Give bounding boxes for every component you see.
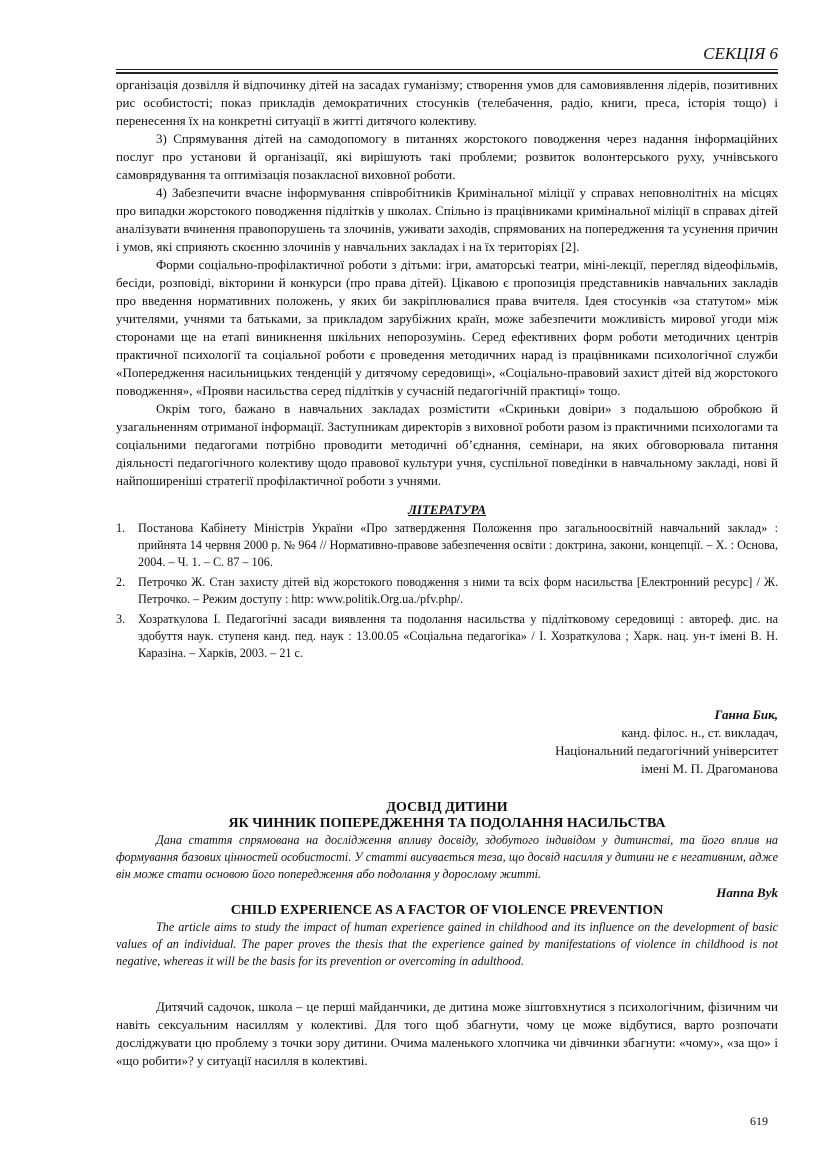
page-number: 619 [750, 1114, 768, 1128]
author-block [116, 706, 778, 778]
page-content [116, 76, 778, 1070]
article-body: Дитячий садочок, школа – це перші майданчики, де дитина може зіштовхнутися з психологічним, фізичним чи навіть сексуальним насиллям у колективі. Для того щоб збагнути, чому це може відбутися, варто розпочати досліджувати цю проблему з точки зору дитини. Очима маленького хлопчика чи дівчинки збагнути: «чому», «за що» і «що робити»? у ситуації насилля в колективі. [116, 999, 778, 1068]
author-name: Ганна Бик, [714, 707, 778, 722]
author-name-en: Hanna Byk [716, 885, 778, 900]
abstract-en: The article aims to study the impact of human experience gained in childhood and its influence on the development of basic values of an individual. The paper proves the thesis that the experience gained by manifestations of violence in childhood is not negative, whereas it will be the basis for its prevention or overcoming in adulthood. [116, 920, 778, 968]
article-title [116, 800, 778, 832]
article-title-en: CHILD EXPERIENCE AS A FACTOR OF VIOLENCE PREVENTION [230, 903, 664, 918]
paragraph-4: Форми соціально-профілактичної роботи з дітьми: ігри, аматорські театри, міні-лекції, перегляд відеофільмів, бесіди, розповіді, вікторини й конкурси (про права дітей). Цікавою є пропозиція представників навчальних закладів про введення нормативних положень, у яких би закріплювалися права вчителя. Ідея стосунків «за статутом» між учителями, учнями та батьками, за прикладом зарубіжних країн, може забезпечити можливість мирової угоди між сторонами ще на етапі виникнення шкільних непорозумінь. Серед ефективних форм роботи методичних центрів практичної психології та соціальної роботи є проведення методичних нарад із працівниками психологічної служби «Попередження насильницьких тенденцій у дитячому середовищі», «Соціально-правовий захист дітей від жорстокого поводження», «Прояви насильства серед підлітків у сучасній педагогічній практиці» тощо. [116, 257, 778, 398]
author-position: канд. філос. н., ст. викладач, [621, 725, 778, 740]
reference-2 [116, 574, 778, 608]
paragraph-2: 3) Спрямування дітей на самодопомогу в питаннях жорстокого поводження через надання інформаційних послуг про установи й організації, які вирішують такі проблеми; розвиток волонтерського руху, учнівського самоврядування та оптимізація позакласної виховної роботи. [116, 131, 778, 182]
paragraph-3: 4) Забезпечити вчасне інформування співробітників Кримінальної міліції у справах неповнолітніх на місцях про випадки жорстокого поводження підлітків у школах. Спільно із працівниками кримінальної міліції в справах дітей аналізувати вчинення правопорушень та злочинів, уживати заходів, спрямованих на попередження та усунення причин і умов, які сприяють скоєнню злочинів у навчальних закладах і на їх територіях [2]. [116, 185, 778, 254]
header-rule-thick [116, 72, 778, 74]
reference-number: 2. [116, 575, 126, 589]
header-rule-thin [116, 69, 778, 70]
article-title-line-1: ДОСВІД ДИТИНИ [386, 800, 508, 815]
abstract-uk: Дана стаття спрямована на дослідження впливу досвіду, здобутого індивідом у дитинстві, та його вплив на формування базових цінностей особистості. У статті висувається теза, що досвід насилля у дитини не є негативним, адже він може стати основою його попередження або подолання у дорослому житті. [116, 833, 778, 881]
reference-number: 3. [116, 612, 126, 626]
article-title-line-2: ЯК ЧИННИК ПОПЕРЕДЖЕННЯ ТА ПОДОЛАННЯ НАСИЛЬСТВА [228, 816, 666, 831]
author-affiliation-2: імені М. П. Драгоманова [641, 761, 778, 776]
section-label: СЕКЦІЯ 6 [703, 44, 778, 63]
paragraph-5: Окрім того, бажано в навчальних закладах розмістити «Скриньки довіри» з подальшою обробкою й узагальненням отриманої інформації. Заступникам директорів з виховної роботи разом із практичними психологами та соціальними педагогами потрібно проводити методичні об’єднання, семінари, на яких обговорювала питання діяльності педагогічного колективу щодо правової культури учня, суспільної поведінки в навчальному закладі, нові й найпоширеніші стратегії профілактичної роботи з учнями. [116, 401, 778, 488]
reference-text: Петрочко Ж. Стан захисту дітей від жорстокого поводження з ними та всіх форм насильства [Електронний ресурс] / Ж. Петрочко. – Режим доступу : http: www.politik.Org.ua./pfv.php/. [138, 575, 778, 606]
author-affiliation: Національний педагогічний університет [555, 743, 778, 758]
paragraph-1: організація дозвілля й відпочинку дітей на засадах гуманізму; створення умов для самовиявлення лідерів, позитивних рис особистості; показ прикладів демократичних стосунків (телебачення, радіо, книги, преса, історія тощо) і перенесення їх на конкретні ситуації в житті дитячого колективу. [116, 77, 778, 128]
reference-3 [116, 611, 778, 662]
reference-text: Постанова Кабінету Міністрів України «Про затвердження Положення про загальноосвітній навчальний заклад» : прийнята 14 червня 2000 р. № 964 // Нормативно-правове забезпечення освіти : доктрина, закони, концепції. – Х. : Основа, 2004. – Ч. 1. – С. 87 – 106. [138, 521, 778, 569]
reference-text: Хозраткулова І. Педагогічні засади виявлення та подолання насильства у підлітковому середовищі : автореф. дис. на здобуття наук. ступеня канд. пед. наук : 13.00.05 «Соціальна педагогіка» / І. Хозраткулова ; Харк. нац. ун-т імені В. Н. Каразіна. – Харків, 2003. – 21 с. [138, 612, 778, 660]
reference-number: 1. [116, 521, 126, 535]
reference-1 [116, 520, 778, 571]
literature-title: ЛІТЕРАТУРА [407, 502, 487, 517]
